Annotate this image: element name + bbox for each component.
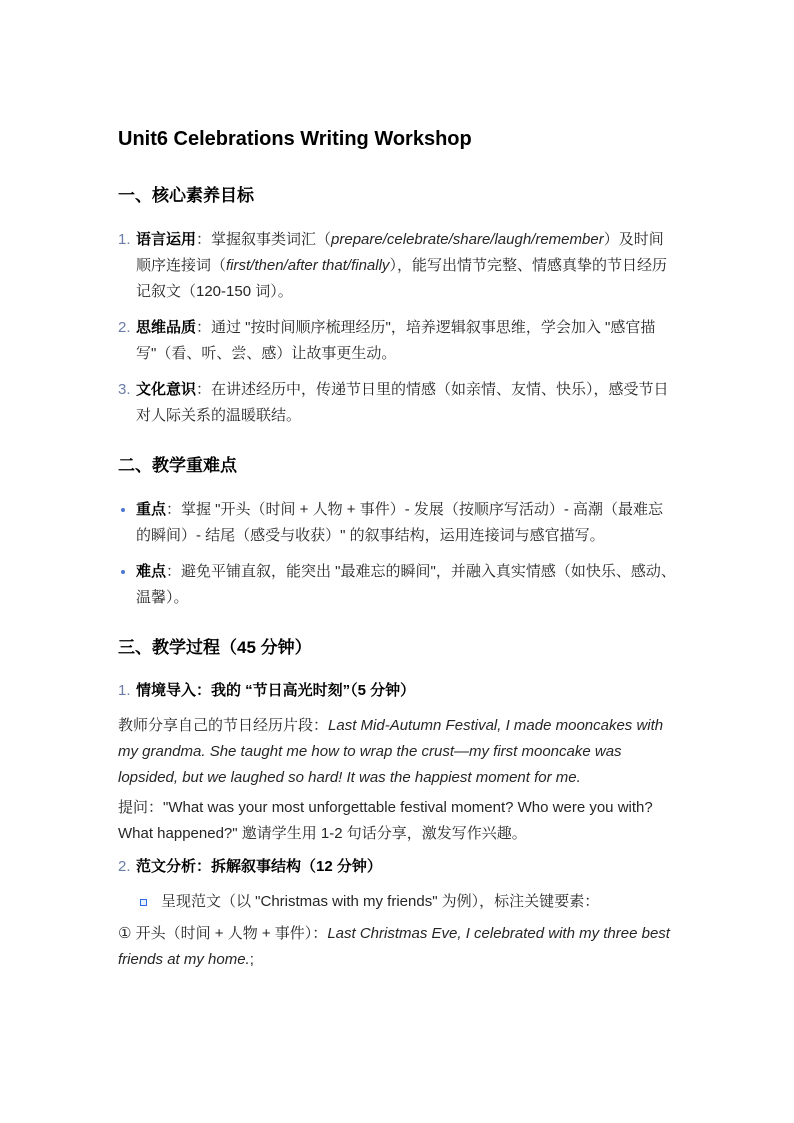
list-item-difficult-point: [118, 559, 676, 611]
step-title-text: 范文分析：拆解叙事结构（12 分钟）: [136, 858, 382, 875]
section-heading-teaching-process: 三、教学过程（45 分钟）: [118, 638, 312, 657]
step-title: [118, 855, 676, 879]
list-item-text: [136, 559, 676, 611]
list-item-text: [136, 227, 676, 305]
step-title: [118, 679, 676, 703]
list-item-text: [136, 315, 676, 367]
item-text-italic: prepare/celebrate/share/laugh/remember: [331, 231, 604, 248]
list-number: 2.: [118, 858, 131, 875]
list-item-text: [136, 497, 676, 549]
example-sentence-italic: Last Mid-Autumn Festival, I made mooncakes with my grandma. She taught me how to wrap the crust—my first mooncake was lopsided, but we laughed so hard! It was the happiest moment for me.: [118, 717, 664, 786]
item-text: ：在讲述经历中，传递节日里的情感（如亲情、友情、快乐），感受节日对人际关系的温暖联结。: [136, 381, 669, 424]
list-item-key-point: [118, 497, 676, 549]
list-item-language-use: [118, 227, 676, 305]
item-label: 难点: [136, 563, 167, 580]
bullet-dot-icon: [121, 570, 125, 574]
element-lead: ① 开头（时间 + 人物 + 事件）：: [118, 925, 328, 942]
sub-bullet-item: [118, 889, 676, 915]
item-text: ）及时间顺序连接词（: [136, 231, 664, 274]
list-number: 2.: [118, 319, 131, 336]
paragraph-lead: 教师分享自己的节日经历片段：: [118, 717, 329, 734]
item-text: ：掌握 "开头（时间 + 人物 + 事件）- 发展（按顺序写活动）- 高潮（最难忘的瞬间）- 结尾（感受与收获）" 的叙事结构，运用连接词与感官描写。: [136, 501, 664, 544]
step-1-lead-in: [118, 679, 676, 847]
section-heading-core-goals: 一、核心素养目标: [118, 186, 254, 205]
item-label: 重点: [136, 501, 167, 518]
step-title-text: 情境导入：我的 “节日高光时刻”（5 分钟）: [136, 682, 416, 699]
item-label: 思维品质: [136, 319, 197, 336]
question-paragraph: 提问："What was your most unforgettable festival moment? Who were you with? What happened?" 邀请学生用 1-2 句话分享，激发写作兴趣。: [118, 799, 653, 842]
list-item-cultural-awareness: [118, 377, 676, 429]
step-2-model-analysis: [118, 855, 676, 973]
element-1-paragraph: [118, 921, 676, 973]
item-text: ：避免平铺直叙，能突出 "最难忘的瞬间"，并融入真实情感（如快乐、感动、温馨）。: [136, 563, 676, 606]
list-number: 3.: [118, 381, 131, 398]
item-text-italic: first/then/after that/finally: [226, 257, 390, 274]
section-heading-key-points: 二、教学重难点: [118, 456, 237, 475]
key-points-list: [118, 497, 676, 611]
list-item-text: [136, 377, 676, 429]
bullet-marker: [118, 559, 136, 611]
item-text: ：掌握叙事类词汇（: [196, 231, 332, 248]
bullet-marker: [118, 497, 136, 549]
sub-bullet-text: 呈现范文（以 "Christmas with my friends" 为例），标注关键要素：: [161, 893, 600, 910]
bullet-dot-icon: [121, 508, 125, 512]
list-number: 1.: [118, 682, 131, 699]
item-label: 语言运用: [136, 231, 197, 248]
item-text: ：通过 "按时间顺序梳理经历"，培养逻辑叙事思维，学会加入 "感官描写"（看、听、尝、感）让故事更生动。: [136, 319, 656, 362]
doc-title: Unit6 Celebrations Writing Workshop: [118, 128, 472, 150]
element-tail: ;: [249, 951, 254, 968]
teacher-sharing-paragraph: [118, 713, 676, 791]
element-example-italic: Last Christmas Eve, I celebrated with my three best friends at my home.: [118, 925, 670, 968]
list-number: 1.: [118, 231, 131, 248]
list-item-thinking-quality: [118, 315, 676, 367]
square-bullet-icon: [140, 899, 147, 906]
core-goals-list: [118, 227, 676, 429]
item-label: 文化意识: [136, 381, 197, 398]
item-text: ），能写出情节完整、情感真挚的节日经历记叙文（120-150 词）。: [136, 257, 667, 300]
